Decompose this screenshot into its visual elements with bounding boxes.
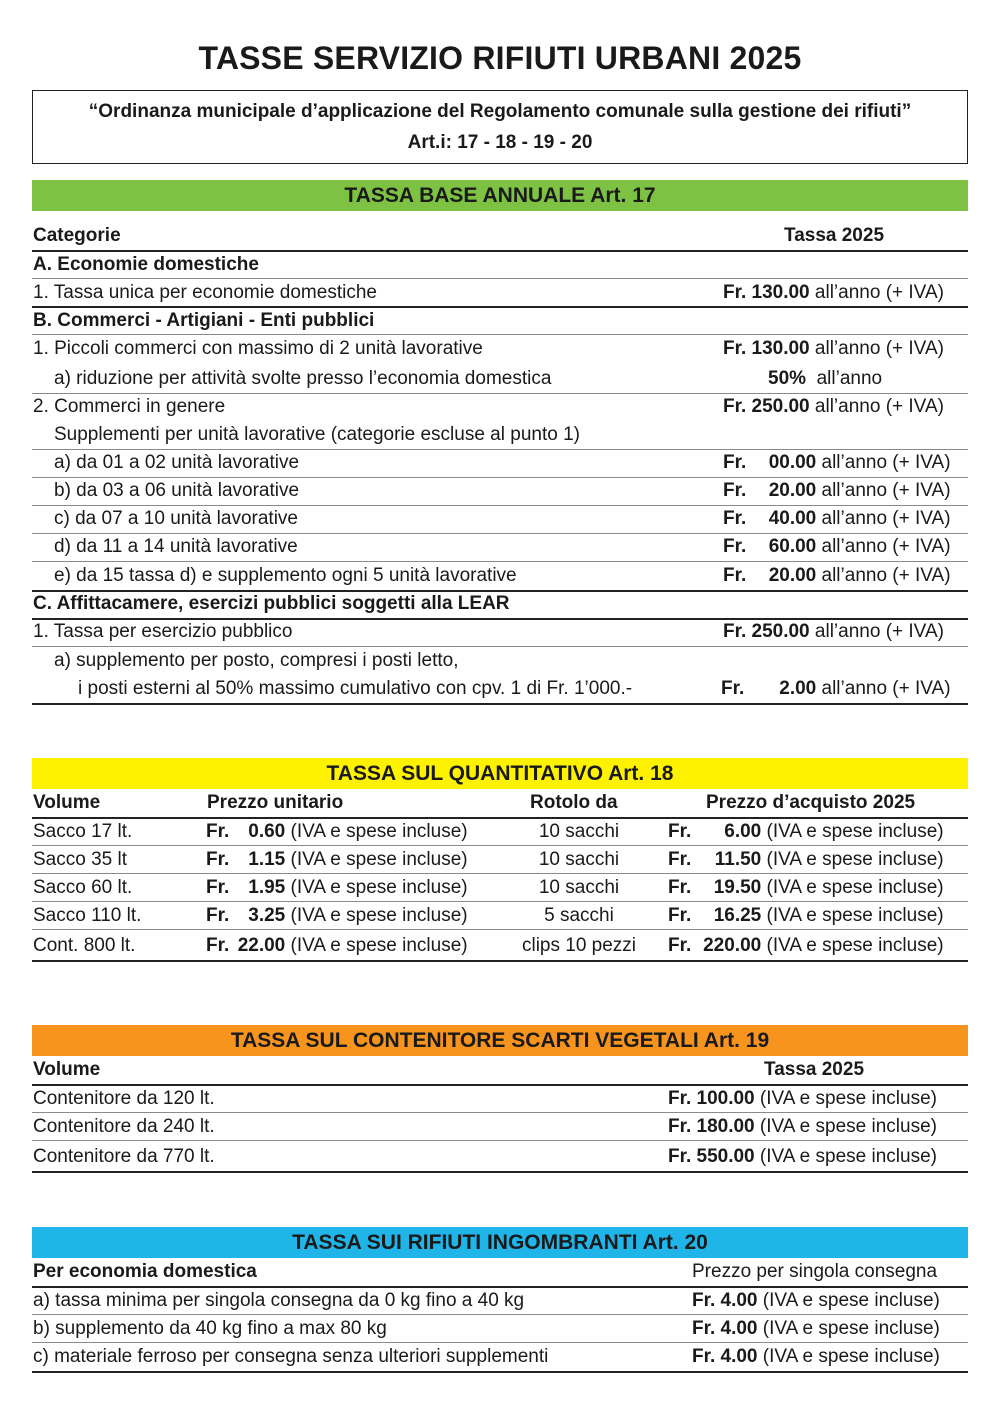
row-label: Supplementi per unità lavorative (categorie escluse al punto 1) [54, 424, 580, 445]
row-label: Contenitore da 240 lt. [33, 1116, 215, 1137]
ordinance-box [32, 90, 968, 164]
roll-cell: 10 sacchi [538, 821, 620, 842]
divider [32, 1171, 968, 1173]
price-amount: Fr. 180.00 [668, 1116, 755, 1137]
row-amount: Fr. 250.00 all’anno (+ IVA) [723, 396, 944, 417]
roll-cell: clips 10 pezzi [521, 935, 637, 956]
incl-note: (IVA e spese incluse) [290, 849, 468, 870]
purchase-price-cell [668, 877, 944, 899]
currency: Fr. [668, 849, 692, 870]
divider [32, 646, 968, 647]
incl-note: (IVA e spese incluse) [759, 1088, 937, 1109]
art19-heading-bar: TASSA SUL CONTENITORE SCARTI VEGETALI Art. 19 [32, 1025, 968, 1056]
unit-price-cell [206, 935, 468, 957]
section-b-label: B. Commerci - Artigiani - Enti pubblici [33, 310, 375, 331]
divider [32, 845, 968, 846]
currency: Fr. [206, 935, 230, 956]
currency: Fr. [668, 905, 692, 926]
row-amount: Fr. 130.00 all’anno (+ IVA) [723, 338, 944, 359]
section-c-label: C. Affittacamere, esercizi pubblici soggetti alla LEAR [33, 593, 510, 614]
incl-note: (IVA e spese incluse) [766, 905, 944, 926]
purchase-amount: 11.50 [714, 849, 762, 870]
currency: Fr. [206, 905, 230, 926]
incl-note: (IVA e spese incluse) [762, 1346, 940, 1367]
roll-cell: 10 sacchi [538, 849, 620, 870]
row-amount: Fr. 2.00 all’anno (+ IVA) [721, 678, 951, 699]
incl-note: (IVA e spese incluse) [290, 905, 468, 926]
divider [32, 533, 968, 534]
row-price [668, 1116, 937, 1138]
volume-cell: Sacco 17 lt. [33, 821, 133, 842]
purchase-price-cell [668, 935, 944, 957]
row-price [692, 1318, 940, 1340]
unit-amount: 1.95 [248, 877, 286, 898]
row-price [668, 1088, 937, 1110]
volume-cell: Sacco 110 lt. [33, 905, 142, 926]
row-label: c) materiale ferroso per consegna senza ulteriori supplementi [33, 1346, 549, 1367]
row-price [668, 1146, 937, 1168]
incl-note: (IVA e spese incluse) [290, 935, 468, 956]
divider [32, 306, 968, 308]
purchase-price-cell [668, 849, 944, 871]
row-label: Contenitore da 770 lt. [33, 1146, 215, 1167]
art18-heading-bar: TASSA SUL QUANTITATIVO Art. 18 [32, 758, 968, 789]
row-amount: Fr. 130.00 all’anno (+ IVA) [723, 282, 944, 303]
divider [32, 1342, 968, 1343]
row-label: b) supplemento da 40 kg fino a max 80 kg [33, 1318, 387, 1339]
divider [32, 449, 968, 450]
divider [32, 1314, 968, 1315]
col-household: Per economia domestica [33, 1261, 257, 1282]
volume-cell: Sacco 35 lt [33, 849, 127, 870]
divider [32, 960, 968, 962]
price-amount: Fr. 550.00 [668, 1146, 755, 1167]
row-label: a) riduzione per attività svolte presso l’economia domestica [54, 368, 552, 389]
incl-note: (IVA e spese incluse) [290, 821, 468, 842]
art20-heading-bar: TASSA SUI RIFIUTI INGOMBRANTI Art. 20 [32, 1227, 968, 1258]
divider [32, 590, 968, 592]
row-label: Contenitore da 120 lt. [33, 1088, 215, 1109]
divider [32, 1286, 968, 1288]
price-amount: Fr. 100.00 [668, 1088, 755, 1109]
price-amount: Fr. 4.00 [692, 1290, 758, 1311]
incl-note: (IVA e spese incluse) [762, 1318, 940, 1339]
row-price [692, 1290, 940, 1312]
row-label: i posti esterni al 50% massimo cumulativo con cpv. 1 di Fr. 1’000.- [78, 678, 633, 699]
row-percentage: 50% all’anno [768, 368, 883, 389]
col-purchase-price: Prezzo d’acquisto 2025 [706, 792, 916, 813]
row-amount: Fr. 20.00 all’anno (+ IVA) [723, 480, 951, 501]
row-label: 1. Tassa per esercizio pubblico [33, 621, 293, 642]
incl-note: (IVA e spese incluse) [766, 821, 944, 842]
incl-note: (IVA e spese incluse) [290, 877, 468, 898]
row-label: e) da 15 tassa d) e supplemento ogni 5 unità lavorative [54, 565, 517, 586]
incl-note: (IVA e spese incluse) [759, 1146, 937, 1167]
col-unit-price: Prezzo unitario [207, 792, 344, 813]
art17-heading-bar: TASSA BASE ANNUALE Art. 17 [32, 180, 968, 211]
col-tax-2025: Tassa 2025 [784, 225, 885, 246]
row-label: b) da 03 a 06 unità lavorative [54, 480, 300, 501]
divider [32, 477, 968, 478]
row-price [692, 1346, 940, 1368]
incl-note: (IVA e spese incluse) [759, 1116, 937, 1137]
unit-price-cell [206, 849, 468, 871]
row-label: 2. Commerci in genere [33, 396, 226, 417]
price-amount: Fr. 4.00 [692, 1346, 758, 1367]
currency: Fr. [206, 849, 230, 870]
row-amount: Fr. 60.00 all’anno (+ IVA) [723, 536, 951, 557]
purchase-price-cell [668, 905, 944, 927]
col-price-per-delivery: Prezzo per singola consegna [692, 1261, 938, 1282]
purchase-amount: 6.00 [724, 821, 762, 842]
divider [32, 334, 968, 335]
divider [32, 1084, 968, 1086]
row-label: a) da 01 a 02 unità lavorative [54, 452, 300, 473]
divider [32, 1371, 968, 1373]
row-amount: Fr. 20.00 all’anno (+ IVA) [723, 565, 951, 586]
divider [32, 873, 968, 874]
incl-note: (IVA e spese incluse) [766, 935, 944, 956]
divider [32, 250, 968, 252]
unit-amount: 1.15 [248, 849, 286, 870]
col-volume: Volume [33, 1059, 101, 1080]
page-title: TASSE SERVIZIO RIFIUTI URBANI 2025 [198, 40, 802, 76]
currency: Fr. [206, 877, 230, 898]
unit-amount: 22.00 [237, 935, 286, 956]
volume-cell: Cont. 800 lt. [33, 935, 136, 956]
row-amount: Fr. 00.00 all’anno (+ IVA) [723, 452, 951, 473]
divider [32, 1140, 968, 1141]
row-label: d) da 11 a 14 unità lavorative [54, 536, 298, 557]
purchase-amount: 220.00 [703, 935, 762, 956]
unit-price-cell [206, 905, 468, 927]
col-roll: Rotolo da [530, 792, 618, 813]
roll-cell: 10 sacchi [538, 877, 620, 898]
unit-amount: 0.60 [248, 821, 286, 842]
divider [32, 901, 968, 902]
section-a-label: A. Economie domestiche [33, 254, 259, 275]
row-label: a) tassa minima per singola consegna da 0 kg fino a 40 kg [33, 1290, 525, 1311]
volume-cell: Sacco 60 lt. [33, 877, 133, 898]
divider [32, 618, 968, 620]
divider [32, 505, 968, 506]
divider [32, 561, 968, 562]
col-categories: Categorie [33, 225, 121, 246]
currency: Fr. [206, 821, 230, 842]
unit-price-cell [206, 877, 468, 899]
divider [32, 929, 968, 930]
divider [32, 703, 968, 705]
incl-note: (IVA e spese incluse) [766, 877, 944, 898]
purchase-amount: 16.25 [713, 905, 762, 926]
row-label: 1. Tassa unica per economie domestiche [33, 282, 377, 303]
unit-amount: 3.25 [248, 905, 286, 926]
price-amount: Fr. 4.00 [692, 1318, 758, 1339]
row-amount: Fr. 40.00 all’anno (+ IVA) [723, 508, 951, 529]
divider [32, 1112, 968, 1113]
divider [32, 278, 968, 279]
incl-note: (IVA e spese incluse) [762, 1290, 940, 1311]
ordinance-articles: Art.i: 17 - 18 - 19 - 20 [407, 132, 593, 153]
purchase-price-cell [668, 821, 944, 843]
row-amount: Fr. 250.00 all’anno (+ IVA) [723, 621, 944, 642]
incl-note: (IVA e spese incluse) [766, 849, 944, 870]
currency: Fr. [668, 821, 692, 842]
divider [32, 817, 968, 819]
ordinance-title: “Ordinanza municipale d’applicazione del Regolamento comunale sulla gestione dei rifiuti” [88, 101, 912, 122]
unit-price-cell [206, 821, 468, 843]
currency: Fr. [668, 877, 692, 898]
col-volume: Volume [33, 792, 101, 813]
currency: Fr. [668, 935, 692, 956]
row-label: c) da 07 a 10 unità lavorative [54, 508, 298, 529]
roll-cell: 5 sacchi [544, 905, 614, 926]
divider [32, 393, 968, 394]
col-tax-2025: Tassa 2025 [764, 1059, 865, 1080]
row-label: a) supplemento per posto, compresi i posti letto, [54, 650, 459, 671]
purchase-amount: 19.50 [713, 877, 762, 898]
row-label: 1. Piccoli commerci con massimo di 2 unità lavorative [33, 338, 483, 359]
